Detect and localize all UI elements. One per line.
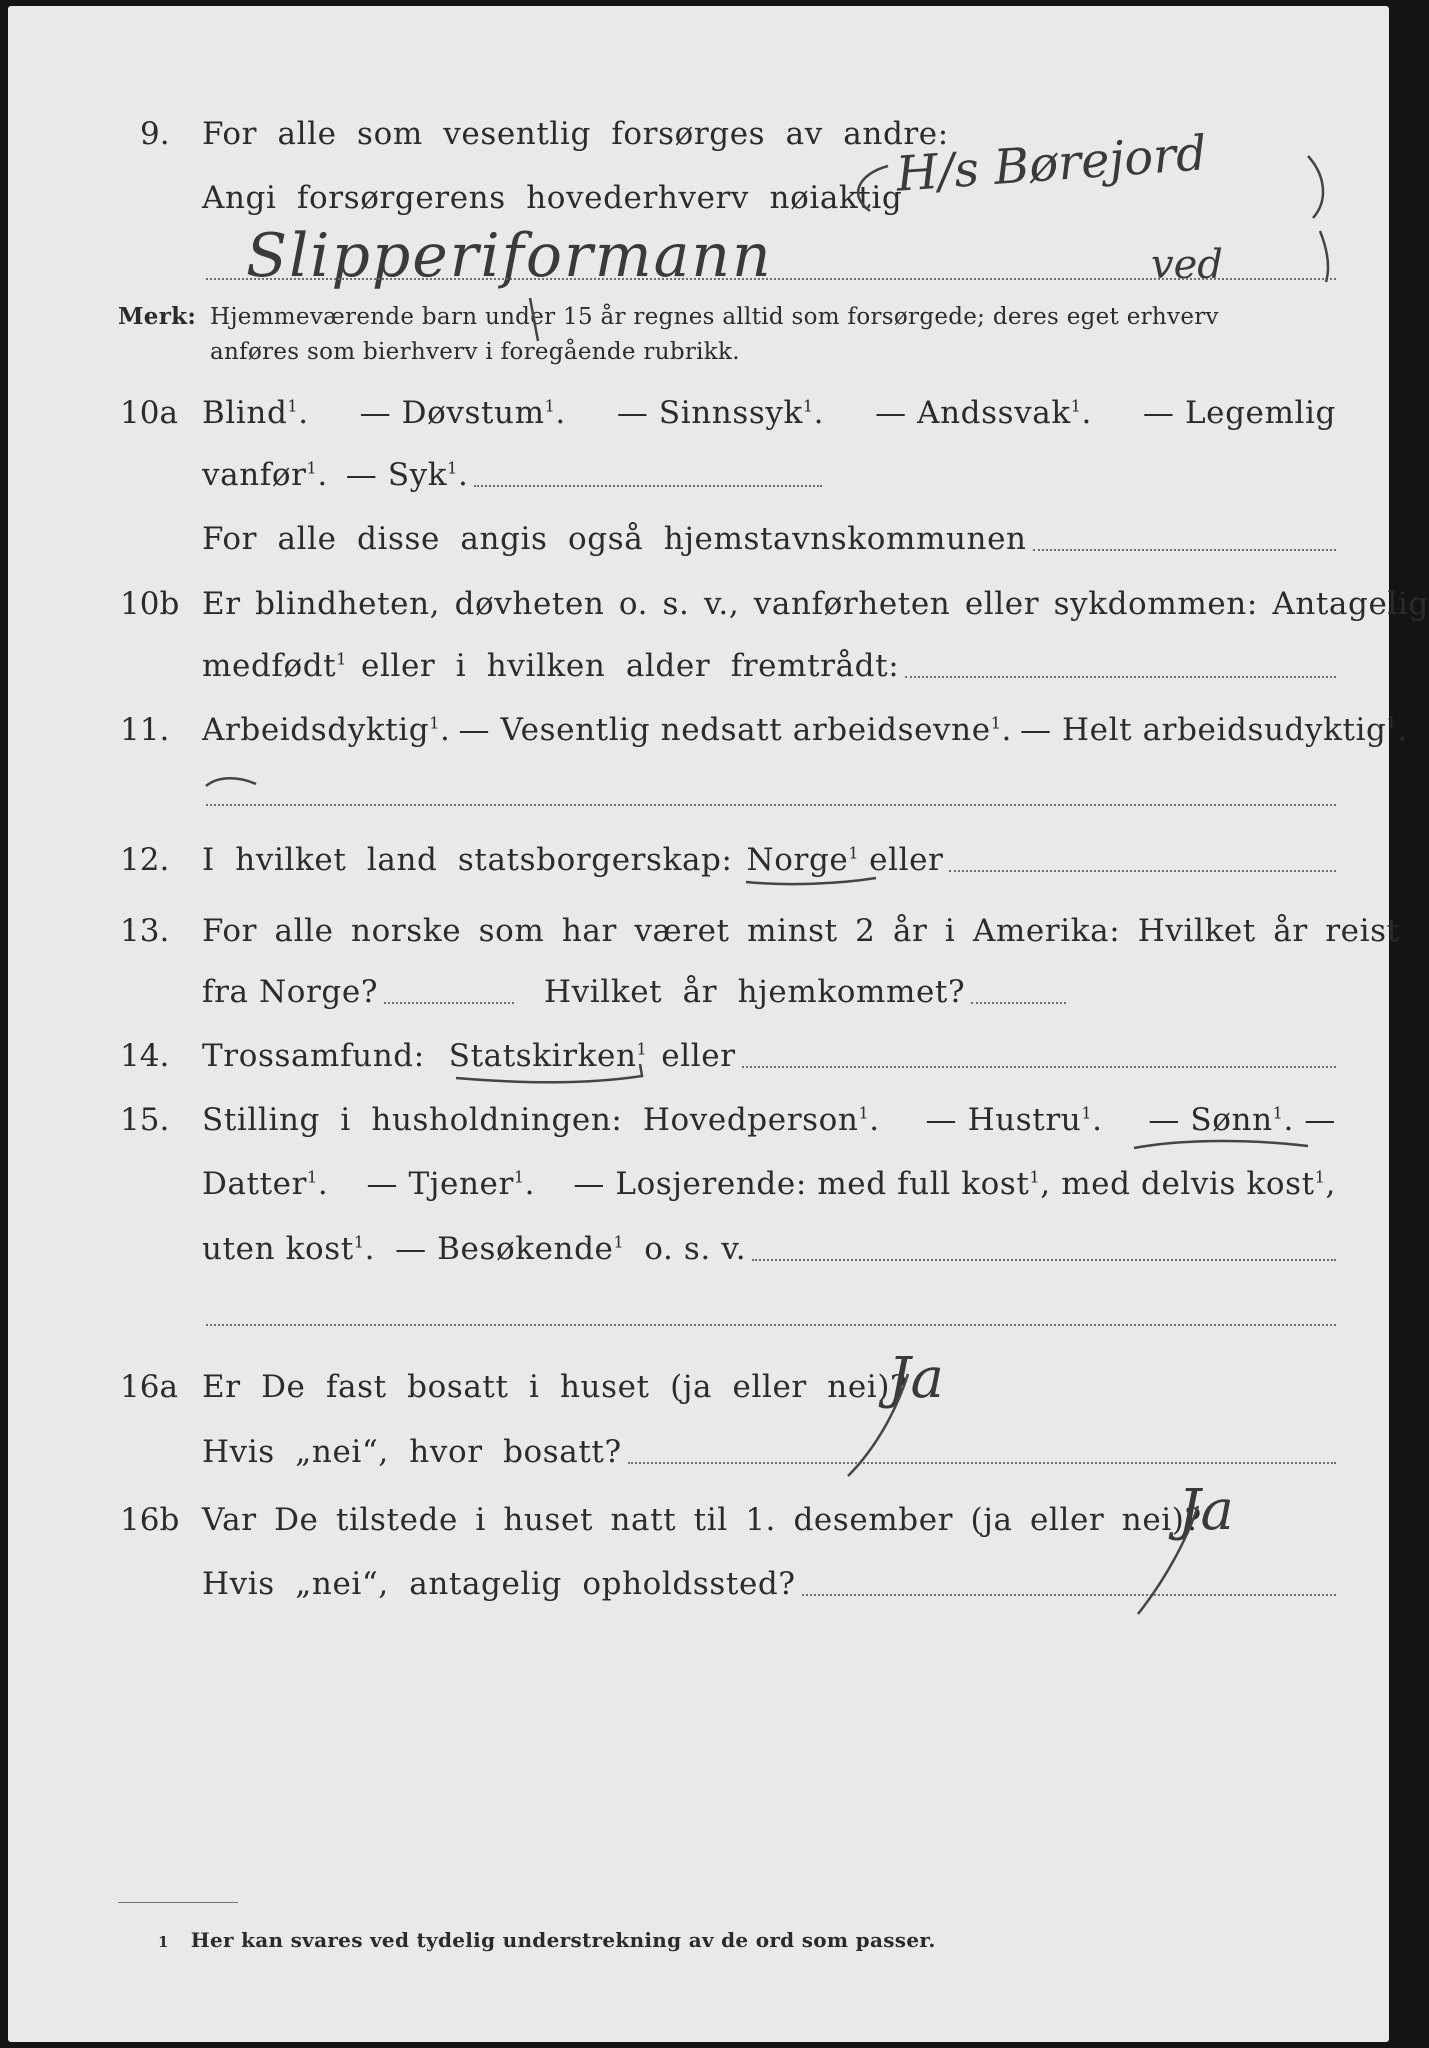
q12-number: 12. xyxy=(120,842,170,878)
merk-text1: Hjemmeværende barn under 15 år regnes alltid som forsørgede; deres eget erhverv xyxy=(210,304,1219,330)
q10a-number: 10a xyxy=(120,395,178,431)
q15-tjener: — Tjener$^1$. xyxy=(366,1166,536,1202)
q10b-medfodt: medfødt$^1$ xyxy=(202,648,348,684)
q16b-text1: Var De tilstede i huset natt til 1. desember (ja eller nei)? xyxy=(202,1502,1202,1538)
census-form-page xyxy=(8,6,1429,2042)
q14-number: 14. xyxy=(120,1038,170,1074)
q16b-number: 16b xyxy=(120,1502,180,1538)
q15-number: 15. xyxy=(120,1102,170,1138)
q10a-legemlig: — Legemlig xyxy=(1142,395,1336,431)
q11-number: 11. xyxy=(120,712,170,748)
q15-besokende: — Besøkende$^1$ xyxy=(395,1231,625,1267)
footnote-mark: 1 xyxy=(158,1933,169,1951)
q16a-handwriting: Ja xyxy=(888,1346,944,1411)
q9-text2: Angi forsørgerens hovederhverv nøiaktig xyxy=(202,180,903,216)
q10b-number: 10b xyxy=(120,586,180,622)
q14-text: Trossamfund: xyxy=(202,1038,425,1074)
q15-losjerende: — Losjerende: med full kost$^1$, med delvis kost$^1$, xyxy=(573,1166,1336,1202)
q9-number: 9. xyxy=(140,116,170,152)
q15-osv: o. s. v. xyxy=(644,1231,747,1267)
q16b-handwriting: Ja xyxy=(1178,1478,1234,1543)
q11-arbeidsdyktig: Arbeidsdyktig$^1$. xyxy=(202,712,451,748)
q9-handwriting-ved: ved xyxy=(1151,242,1223,288)
q9-handwriting-occupation: Slipperiformann xyxy=(246,221,773,291)
q15-uten-kost: uten kost$^1$. xyxy=(202,1231,376,1267)
q10a-andssvak: — Andssvak$^1$. xyxy=(875,395,1092,431)
merk-text2: anføres som bierhverv i foregående rubrikk. xyxy=(210,339,740,365)
q10a-hjemstavn: For alle disse angis også hjemstavnskommunen xyxy=(202,521,1027,557)
q15-hovedperson: Stilling i husholdningen: Hovedperson$^1$. xyxy=(202,1102,880,1138)
q13-number: 13. xyxy=(120,913,170,949)
q10b-text1: Er blindheten, døvheten o. s. v., vanførheten eller sykdommen: Antagelig xyxy=(202,586,1429,622)
q15-sonn: — Sønn$^1$. — xyxy=(1148,1102,1336,1138)
q13-hjemkommet: Hvilket år hjemkommet? xyxy=(544,974,966,1010)
q9-text: For alle som vesentlig forsørges av andre: xyxy=(202,116,949,152)
q10b-text2: eller i hvilken alder fremtrådt: xyxy=(361,648,900,684)
q13-text1: For alle norske som har været minst 2 år i Amerika: Hvilket år reist xyxy=(202,913,1400,949)
footnote-text: Her kan svares ved tydelig understrekning av de ord som passer. xyxy=(190,1928,936,1952)
q10a-sinnssyk: — Sinnssyk$^1$. xyxy=(616,395,825,431)
q13-reist: fra Norge? xyxy=(202,974,379,1010)
merk-label: Merk: xyxy=(118,303,197,330)
q12-eller: eller xyxy=(869,842,944,878)
q9-handwriting-employer: H/s Børejord xyxy=(894,125,1209,203)
q12-text: I hvilket land statsborgerskap: xyxy=(202,842,733,878)
q11-udyktig: — Helt arbeidsudyktig$^1$. xyxy=(1019,712,1408,748)
q14-statskirken: Statskirken$^1$ xyxy=(448,1038,648,1074)
q10a-blind: Blind$^1$. xyxy=(202,395,309,431)
q11-nedsatt: — Vesentlig nedsatt arbeidsevne$^1$. xyxy=(458,712,1012,748)
q10a-dovstum: — Døvstum$^1$. xyxy=(359,395,566,431)
q15-datter: Datter$^1$. xyxy=(202,1166,329,1202)
handwriting-strokes xyxy=(8,6,1389,2042)
q12-norge: Norge$^1$ xyxy=(746,842,860,878)
q14-eller: eller xyxy=(661,1038,736,1074)
q16a-number: 16a xyxy=(120,1369,178,1405)
q16a-text2: Hvis „nei“, hvor bosatt? xyxy=(202,1434,622,1470)
q15-hustru: — Hustru$^1$. xyxy=(925,1102,1103,1138)
q16b-text2: Hvis „nei“, antagelig opholdssted? xyxy=(202,1566,796,1602)
q10a-vanfor: vanfør$^1$. xyxy=(202,457,328,493)
q16a-text1: Er De fast bosatt i huset (ja eller nei)? xyxy=(202,1369,908,1405)
q10a-syk: — Syk$^1$. xyxy=(345,457,469,493)
